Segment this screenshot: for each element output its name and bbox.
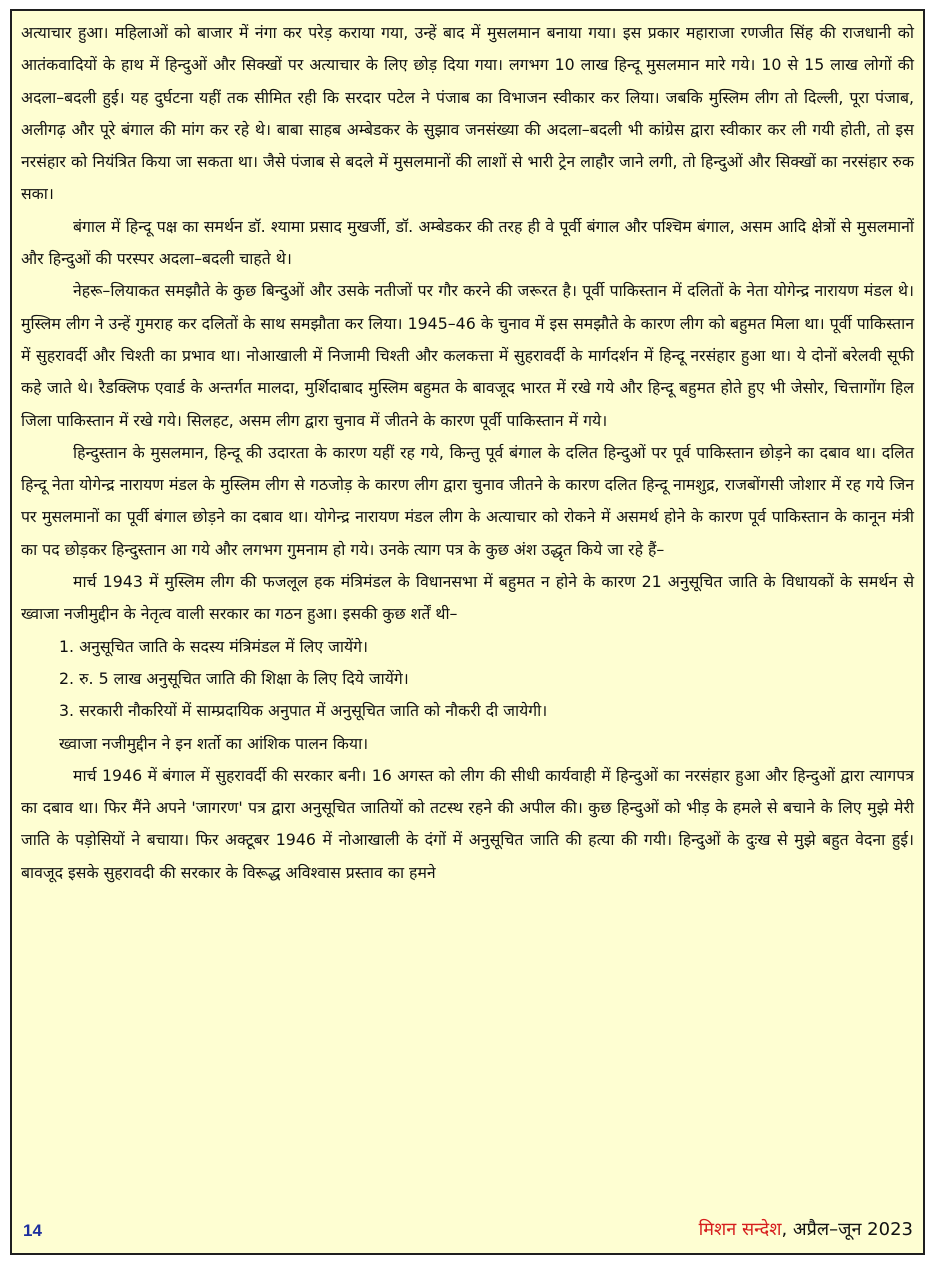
footer-issue [699, 1217, 913, 1241]
paragraph-4: हिन्दुस्तान के मुसलमान, हिन्दू की उदारता के कारण यहीं रह गये, किन्तु पूर्व बंगाल के दलित हिन्दुओं पर पूर्व पाकिस्तान छोड़ने का दबाव था। दलित हिन्दू नेता योगेन्द्र नारायण मंडल के मुस्लिम लीग से गठजोड़ के कारण लीग द्वारा चुनाव जीतने के कारण दलित हिन्दू नामशुद्र, राजबोंगसी जोशार में रह गये जिन पर मुसलमानों का पूर्वी बंगाल छोड़ने का दबाव था। योगेन्द्र नारायण मंडल लीग के अत्याचार को रोकने में असमर्थ होने के कारण पूर्व पाकिस्तान के कानून मंत्री का पद छोड़कर हिन्दुस्तान आ गये और लगभग गुमनाम हो गये। उनके त्याग पत्र के कुछ अंश उद्धृत किये जा रहे हैं– [21, 442, 914, 559]
paragraph-2: बंगाल में हिन्दू पक्ष का समर्थन डॉ. श्यामा प्रसाद मुखर्जी, डॉ. अम्बेडकर की तरह ही वे पूर्वी बंगाल और पश्चिम बंगाल, असम आदि क्षेत्रों से मुसलमानों और हिन्दुओं की परस्पर अदला–बदली चाहते थे। [21, 216, 914, 269]
paragraph-1: अत्याचार हुआ। महिलाओं को बाजार में नंगा कर परेड़ कराया गया, उन्हें बाद में मुसलमान बनाया गया। इस प्रकार महाराजा रणजीत सिंह की राजधानी को आतंकवादियों के हाथ में हिन्दुओं और सिक्खों पर अत्याचार के लिए छोड़ दिया गया। लगभग 10 लाख हिन्दू मुसलमान मारे गये। 10 से 15 लाख लोगों की अदला–बदली हुई। यह दुर्घटना यहीं तक सीमित रही कि सरदार पटेल ने पंजाब का विभाजन स्वीकार कर लिया। जबकि मुस्लिम लीग तो दिल्ली, पूरा पंजाब, अलीगढ़ और पूरे बंगाल की मांग कर रहे थे। बाबा साहब अम्बेडकर के सुझाव जनसंख्या की अदला–बदली भी कांग्रेस द्वारा स्वीकार कर ली गयी होती, तो इस नरसंहार को नियंत्रित किया जा सकता था। जैसे पंजाब से बदले में मुसलमानों की लाशों से भारी ट्रेन लाहौर जाने लगी, तो हिन्दुओं और सिक्खों का नरसंहार रुक सका। [21, 23, 914, 204]
page-number: 14 [23, 1221, 42, 1240]
list-item: 1. अनुसूचित जाति के सदस्य मंत्रिमंडल में लिए जायेंगे। [59, 636, 369, 656]
article-body [21, 17, 914, 889]
paragraph-5: मार्च 1943 में मुस्लिम लीग की फजलूल हक मंत्रिमंडल के विधानसभा में बहुमत न होने के कारण 21 अनुसूचित जाति के विधायकों के समर्थन से ख्वाजा नजीमुद्दीन के नेतृत्व वाली सरकार का गठन हुआ। इसकी कुछ शर्तें थी– [21, 572, 914, 624]
list-item: ख्वाजा नजीमुद्दीन ने इन शर्तो का आंशिक पालन किया। [59, 733, 369, 753]
list-item: 2. रु. 5 लाख अनुसूचित जाति की शिक्षा के लिए दिये जायेंगे। [59, 668, 409, 688]
paragraph-6: मार्च 1946 में बंगाल में सुहरावर्दी की सरकार बनी। 16 अगस्त को लीग की सीधी कार्यवाही में हिन्दुओं का नरसंहार हुआ और हिन्दुओं द्वारा त्यागपत्र का दबाव था। फिर मैंने अपने 'जागरण' पत्र द्वारा अनुसूचित जातियों को तटस्थ रहने की अपील की। कुछ हिन्दुओं को भीड़ के हमले से बचाने के लिए मुझे मेरी जाति के पड़ोसियों ने बचाया। फिर अक्टूबर 1946 में नोआखाली के दंगों में अनुसूचित जाति की हत्या की गयी। हिन्दुओं के दुःख से मुझे बहुत वेदना हुई। बावजूद इसके सुहरावदी की सरकार के विरूद्ध अविश्वास प्रस्ताव का हमने [21, 765, 914, 882]
paragraph-3: नेहरू–लियाकत समझौते के कुछ बिन्दुओं और उसके नतीजों पर गौर करने की जरूरत है। पूर्वी पाकिस्तान में दलितों के नेता योगेन्द्र नारायण मंडल थे। मुस्लिम लीग ने उन्हें गुमराह कर दलितों के साथ समझौता कर लिया। 1945–46 के चुनाव में इस समझौते के कारण लीग को बहुमत मिला था। पूर्वी पाकिस्तान में सुहरावर्दी और चिश्ती का प्रभाव था। नोआखाली में निजामी चिश्ती और कलकत्ता में सुहरावर्दी के मार्गदर्शन में हिन्दू नरसंहार हुआ था। ये दोनों बरेलवी सूफी कहे जाते थे। रैडक्लिफ एवार्ड के अन्तर्गत मालदा, मुर्शिदाबाद मुस्लिम बहुमत के बावजूद भारत में रखे गये और हिन्दू बहुमत होते हुए भी जेसोर, चित्तागोंग हिल जिला पाकिस्तान में रखे गये। सिलहट, असम लीग द्वारा चुनाव में जीतने के कारण पूर्वी पाकिस्तान में गये। [21, 281, 914, 430]
page-frame [10, 9, 925, 1255]
list-item: 3. सरकारी नौकरियों में साम्प्रदायिक अनुपात में अनुसूचित जाति को नौकरी दी जायेगी। [59, 701, 548, 721]
issue-date: , अप्रैल–जून 2023 [781, 1219, 913, 1240]
magazine-name: मिशन सन्देश [698, 1219, 782, 1240]
